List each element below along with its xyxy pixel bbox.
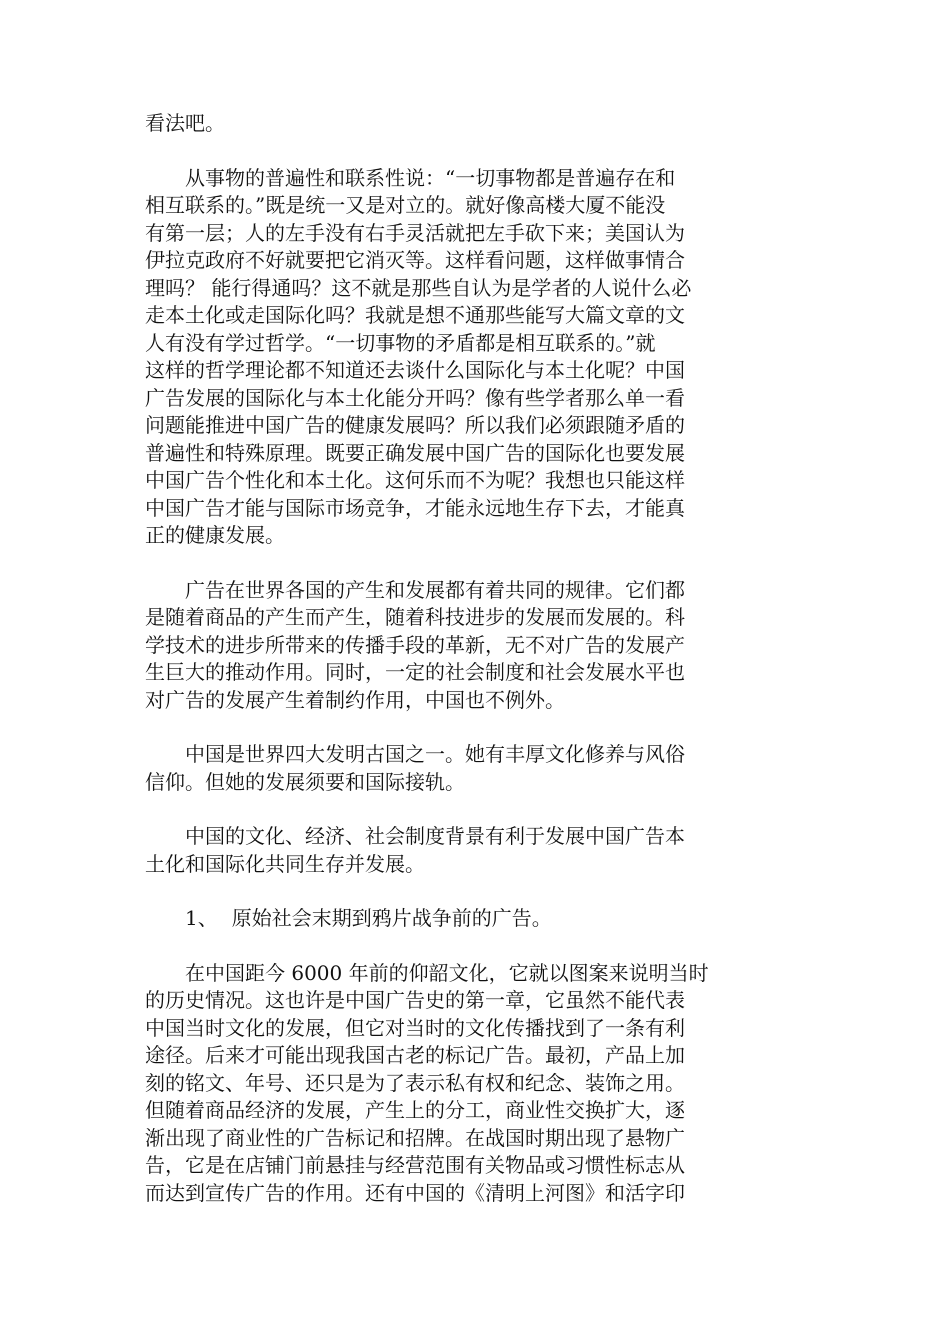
paragraph-yangshao bbox=[145, 960, 800, 1208]
paragraph-advertising-laws bbox=[145, 577, 800, 715]
text-line: 这样的哲学理论都不知道还去谈什么国际化与本土化呢？中国 bbox=[145, 358, 685, 382]
list-item-heading bbox=[145, 905, 800, 933]
paragraph-china-ancient bbox=[145, 741, 800, 796]
text-line: 从事物的普遍性和联系性说：“一切事物都是普遍存在和 bbox=[185, 165, 676, 190]
text-line: 的历史情况。这也许是中国广告史的第一章，它虽然不能代表 bbox=[145, 988, 685, 1012]
text-line: 相互联系的。”既是统一又是对立的。就好像高楼大厦不能没 bbox=[145, 193, 666, 217]
list-item-number: 1、 bbox=[185, 906, 218, 930]
paragraph-china-background bbox=[145, 823, 800, 878]
text-line: 有第一层；人的左手没有右手灵活就把左手砍下来；美国认为 bbox=[145, 220, 685, 245]
document-body bbox=[145, 110, 800, 1207]
text-line: 是随着商品的产生而产生，随着科技进步的发展而发展的。科 bbox=[145, 605, 685, 629]
text-line: 信仰。但她的发展须要和国际接轨。 bbox=[145, 769, 465, 794]
text-line: 中国广告才能与国际市场竞争，才能永远地生存下去，才能真 bbox=[145, 495, 685, 520]
text-line: 生巨大的推动作用。同时，一定的社会制度和社会发展水平也 bbox=[145, 660, 685, 684]
text-line: 走本土化或走国际化吗？我就是想不通那些能写大篇文章的文 bbox=[145, 303, 685, 327]
text-line: 土化和国际化共同生存并发展。 bbox=[145, 851, 425, 876]
text-line: 理吗？ 能行得通吗？这不就是那些自认为是学者的人说什么必 bbox=[145, 275, 692, 300]
text-line: 途径。后来才可能出现我国古老的标记广告。最初，产品上加 bbox=[145, 1043, 685, 1067]
text-line: 看法吧。 bbox=[145, 111, 225, 135]
list-item-text: 原始社会末期到鸦片战争前的广告。 bbox=[231, 906, 552, 930]
text-line: 正的健康发展。 bbox=[145, 523, 285, 547]
text-line: 中国的文化、经济、社会制度背景有利于发展中国广告本 bbox=[185, 824, 685, 848]
text-line: 在中国距今 6000 年前的仰韶文化，它就以图案来说明当时 bbox=[185, 960, 709, 985]
text-line: 伊拉克政府不好就要把它消灭等。这样看问题，这样做事情合 bbox=[145, 248, 685, 272]
text-line: 学技术的进步所带来的传播手段的革新，无不对广告的发展产 bbox=[145, 632, 685, 657]
paragraph-continuation bbox=[145, 110, 800, 138]
text-line: 但随着商品经济的发展，产生上的分工，商业性交换扩大，逐 bbox=[145, 1098, 685, 1122]
paragraph-universality bbox=[145, 165, 800, 550]
text-line: 普遍性和特殊原理。既要正确发展中国广告的国际化也要发展 bbox=[145, 440, 685, 465]
text-line bbox=[145, 905, 800, 933]
text-line: 广告发展的国际化与本土化能分开吗？像有些学者那么单一看 bbox=[145, 385, 685, 410]
text-line: 对广告的发展产生着制约作用，中国也不例外。 bbox=[145, 687, 565, 712]
text-line: 问题能推进中国广告的健康发展吗？所以我们必须跟随矛盾的 bbox=[145, 413, 685, 437]
text-line: 中国广告个性化和本土化。这何乐而不为呢？我想也只能这样 bbox=[145, 468, 685, 492]
text-line: 中国当时文化的发展，但它对当时的文化传播找到了一条有利 bbox=[145, 1015, 685, 1040]
text-line: 渐出现了商业性的广告标记和招牌。在战国时期出现了悬物广 bbox=[145, 1125, 685, 1150]
text-line: 而达到宣传广告的作用。还有中国的《清明上河图》和活字印 bbox=[145, 1180, 685, 1205]
text-line: 人有没有学过哲学。“一切事物的矛盾都是相互联系的。”就 bbox=[145, 330, 656, 355]
text-line: 广告在世界各国的产生和发展都有着共同的规律。它们都 bbox=[185, 577, 685, 602]
text-line: 中国是世界四大发明古国之一。她有丰厚文化修养与风俗 bbox=[185, 742, 685, 766]
text-line: 刻的铭文、年号、还只是为了表示私有权和纪念、装饰之用。 bbox=[145, 1070, 685, 1095]
text-line: 告，它是在店铺门前悬挂与经营范围有关物品或习惯性标志从 bbox=[145, 1153, 685, 1177]
